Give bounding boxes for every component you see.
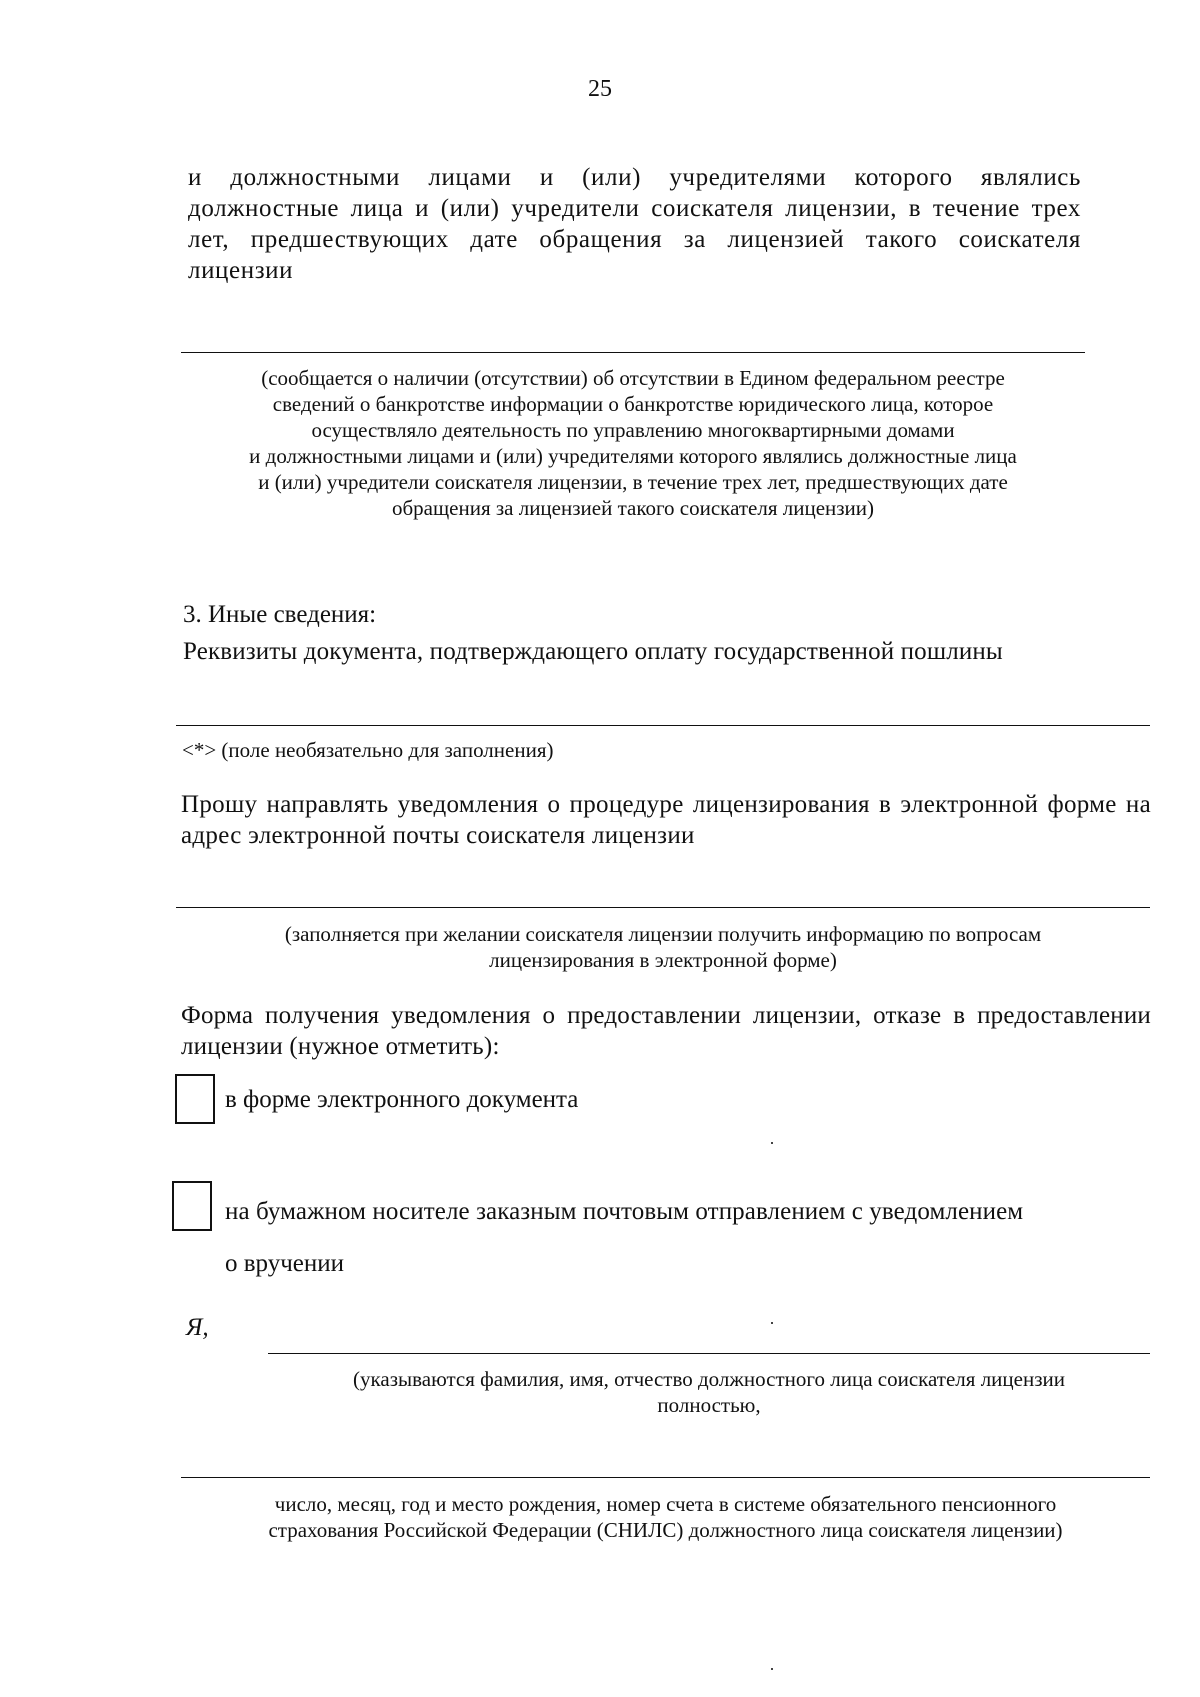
bankruptcy-info-note — [181, 365, 1085, 521]
electronic-document-label: в форме электронного документа — [225, 1086, 579, 1113]
optional-field-note: <*> (поле необязательно для заполнения) — [182, 738, 554, 762]
note-line: (заполняется при желании соискателя лицензии получить информацию по вопросам — [284, 922, 1042, 946]
notification-form-text: Форма получения уведомления о предоставлении лицензии, отказе в предоставлении лицензии (нужное отметить): — [181, 1002, 1151, 1060]
note-line: число, месяц, год и место рождения, номер счета в системе обязательного пенсионного — [274, 1492, 1057, 1516]
fee-details-field-line[interactable] — [176, 725, 1150, 726]
email-request-text: Прошу направлять уведомления о процедуре лицензирования в электронной форме на адрес электронной почты соискателя лицензии — [181, 791, 1151, 849]
paper-mail-label: на бумажном носителе заказным почтовым отправлением с уведомлением — [225, 1198, 1024, 1225]
official-name-note — [268, 1366, 1150, 1418]
fee-details-label: Реквизиты документа, подтверждающего оплату государственной пошлины — [183, 638, 1003, 665]
page-number: 25 — [588, 76, 612, 102]
note-line: (сообщается о наличии (отсутствии) об отсутствии в Едином федеральном реестре — [261, 366, 1005, 390]
electronic-document-checkbox[interactable] — [175, 1074, 215, 1124]
note-line: обращения за лицензией такого соискателя лицензии) — [391, 496, 875, 520]
official-name-field-line[interactable] — [268, 1353, 1150, 1354]
scan-speck — [771, 1142, 773, 1144]
note-line: осуществляло деятельность по управлению многоквартирными домами — [311, 418, 955, 442]
email-field-line[interactable] — [176, 907, 1150, 908]
bankruptcy-info-field-line[interactable] — [181, 352, 1085, 353]
declaration-prefix: Я, — [186, 1314, 209, 1341]
note-line: и (или) учредители соискателя лицензии, в течение трех лет, предшествующих дате — [258, 470, 1008, 494]
note-line: полностью, — [657, 1393, 761, 1417]
note-line: лицензирования в электронной форме) — [489, 948, 837, 972]
official-details-field-line[interactable] — [181, 1477, 1150, 1478]
note-line: сведений о банкротстве информации о банкротстве юридического лица, которое — [272, 392, 994, 416]
email-request-note — [176, 921, 1150, 973]
paper-mail-label-continuation: о вручении — [225, 1250, 345, 1277]
paper-mail-checkbox[interactable] — [172, 1181, 212, 1231]
top-paragraph: и должностными лицами и (или) учредителями которого являлись должностные лица и (или) учредители соискателя лицензии, в течение трех лет, предшествующих дате обращения за лицензией такого соискателя лицензии — [188, 164, 1081, 284]
note-line: страхования Российской Федерации (СНИЛС) должностного лица соискателя лицензии) — [268, 1518, 1063, 1542]
official-details-note — [181, 1491, 1150, 1543]
note-line: (указываются фамилия, имя, отчество должностного лица соискателя лицензии — [353, 1367, 1065, 1391]
scan-speck — [771, 1322, 773, 1324]
scan-speck — [771, 1668, 773, 1670]
note-line: и должностными лицами и (или) учредителями которого являлись должностные лица — [249, 444, 1017, 468]
section-3-heading: 3. Иные сведения: — [183, 601, 377, 628]
